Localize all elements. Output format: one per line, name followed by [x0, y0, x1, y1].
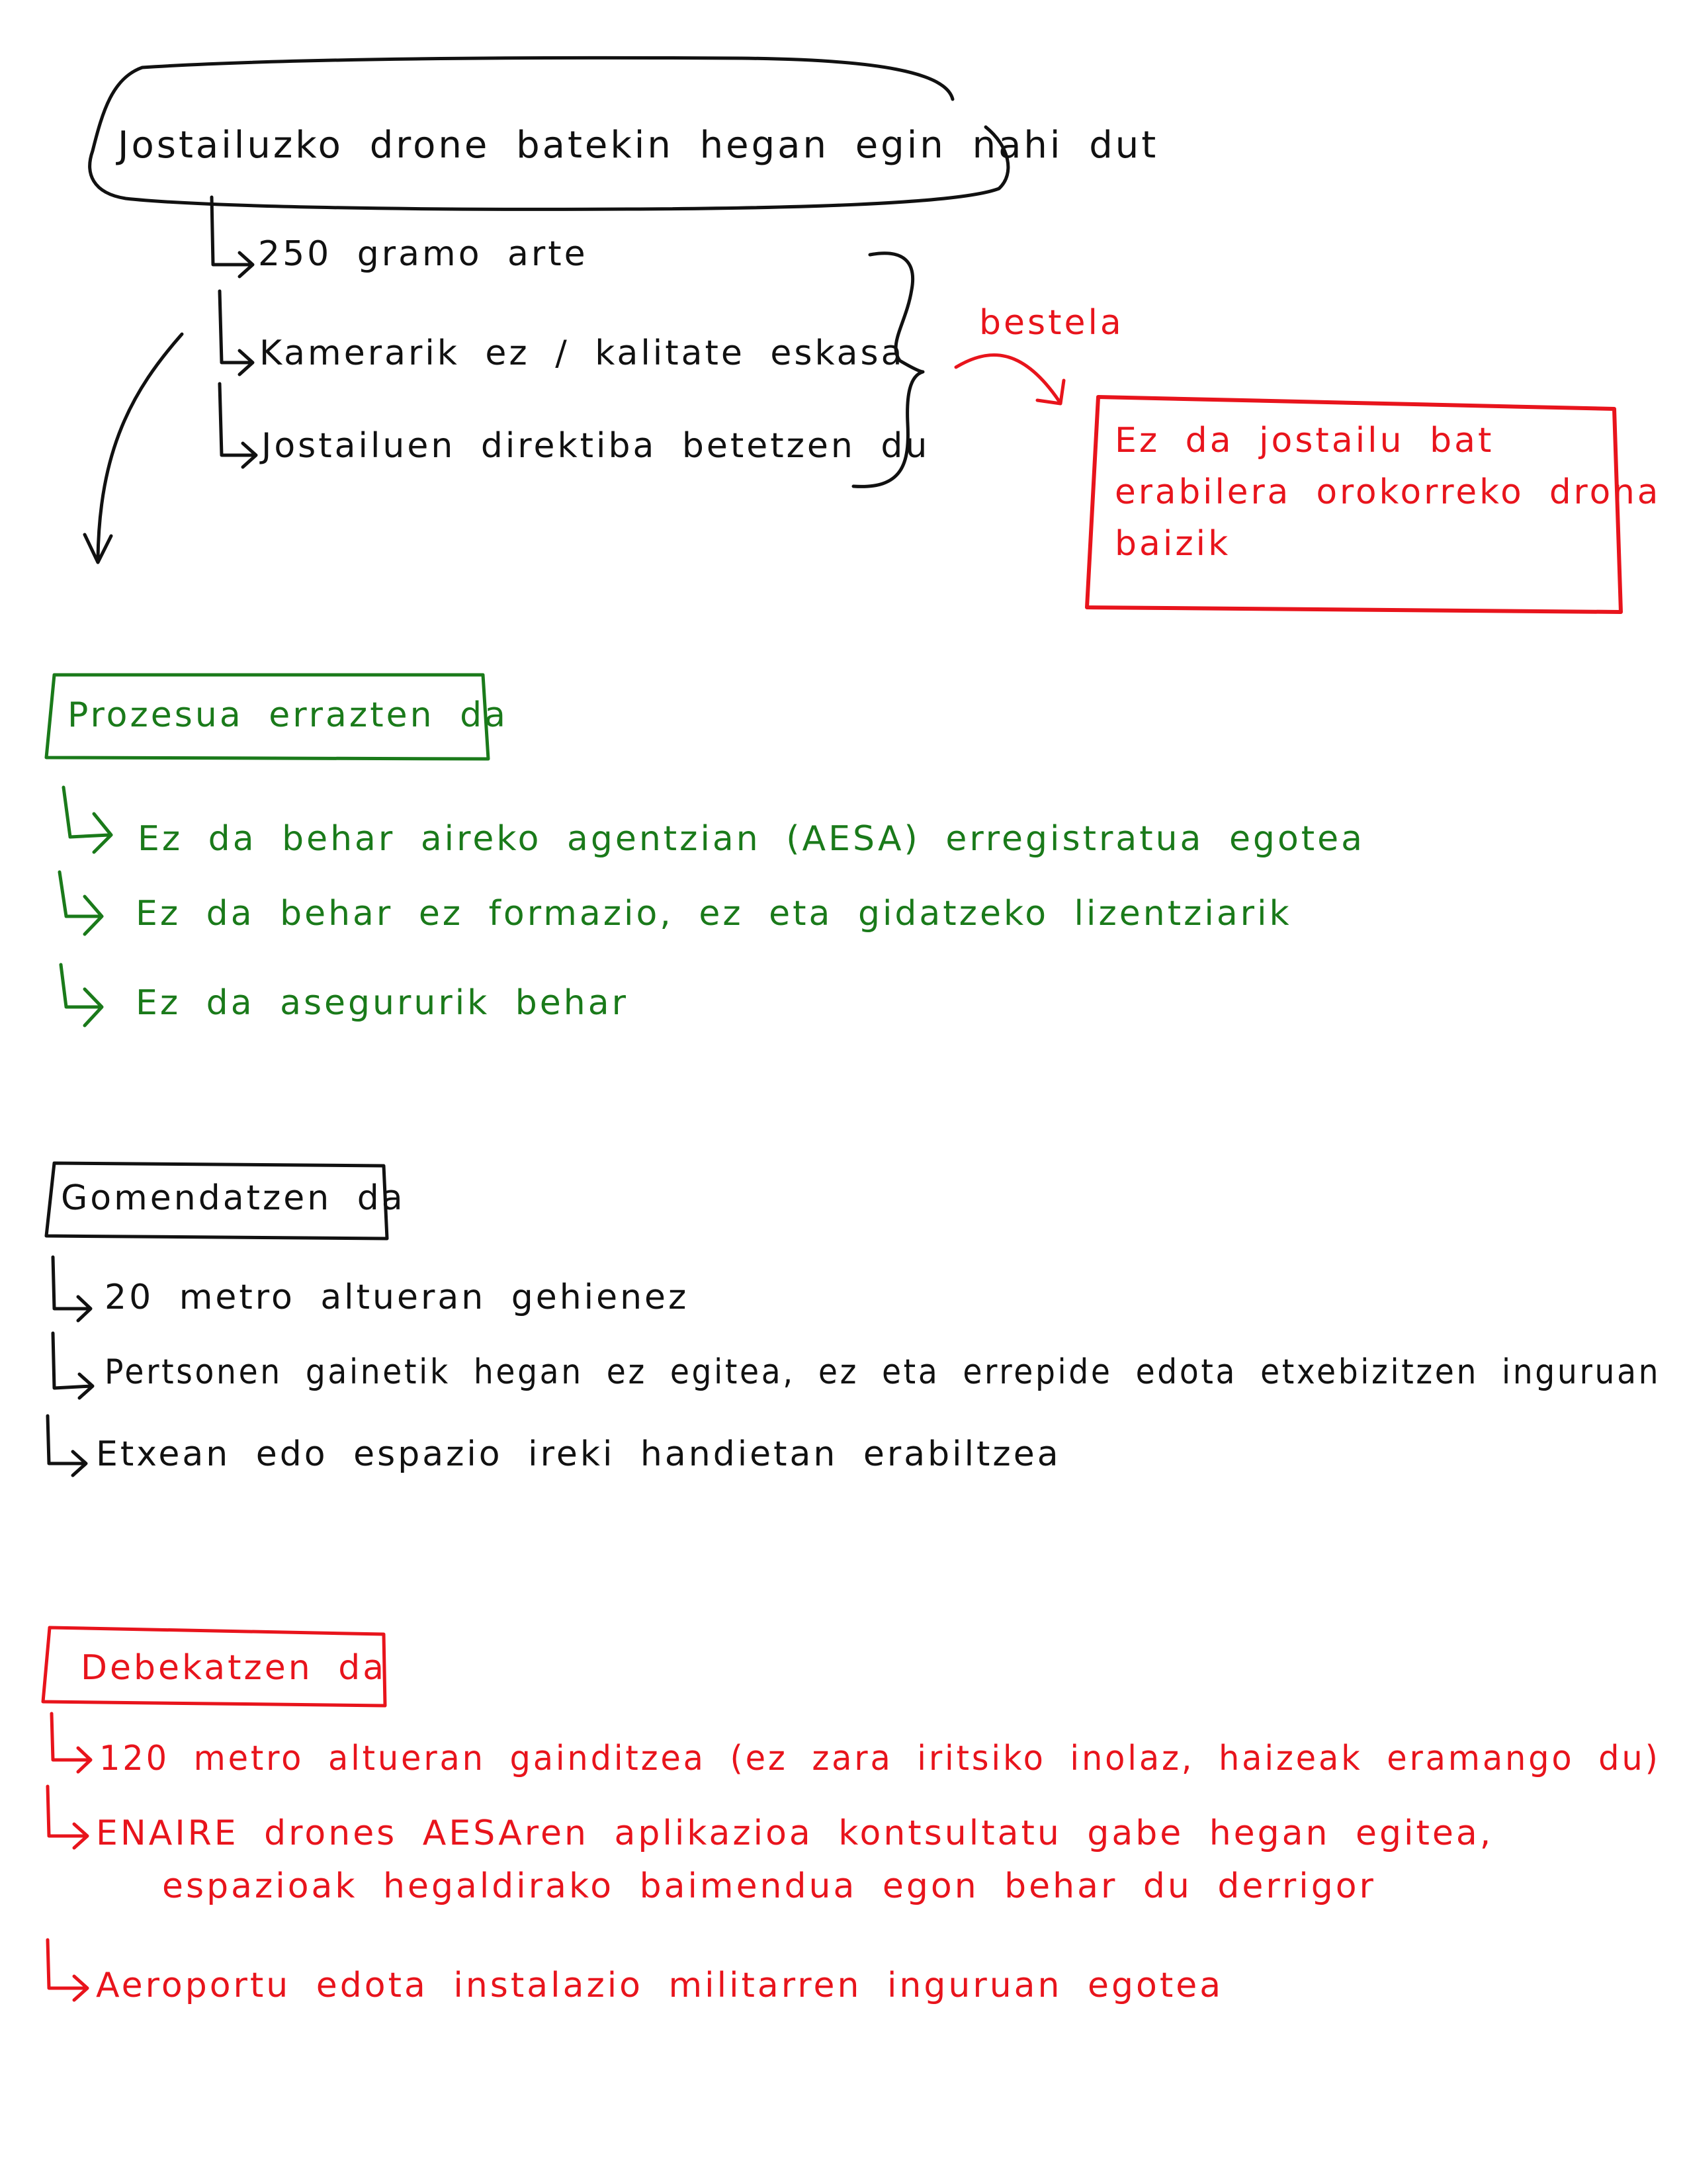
condition-arrow-1-icon — [212, 197, 253, 277]
condition-item: Jostailuen direktiba betetzen du — [261, 426, 930, 466]
recommended-heading: Gomendatzen da — [61, 1178, 406, 1218]
otherwise-line: baizik — [1115, 524, 1231, 564]
recommended-arrow-3-icon — [48, 1416, 86, 1475]
simplified-arrow-1-icon — [64, 787, 111, 852]
big-down-arrow-icon — [85, 334, 182, 562]
forbidden-item: 120 metro altueran gainditzea (ez zara iritsiko inolaz, haizeak eramango du) — [99, 1739, 1661, 1778]
otherwise-arrow-icon — [956, 355, 1064, 404]
recommended-item: Etxean edo espazio ireki handietan erabiltzea — [96, 1434, 1061, 1474]
recommended-arrow-2-icon — [53, 1333, 93, 1398]
recommended-arrow-1-icon — [53, 1257, 91, 1321]
forbidden-arrow-1-icon — [52, 1714, 91, 1772]
forbidden-item: ENAIRE drones AESAren aplikazioa kontsultatu gabe hegan egitea, — [96, 1813, 1494, 1853]
otherwise-line: Ez da jostailu bat — [1115, 421, 1494, 460]
simplified-arrow-3-icon — [61, 965, 102, 1026]
forbidden-item-continuation: espazioak hegaldirako baimendua egon behar du derrigor — [162, 1866, 1376, 1906]
forbidden-heading: Debekatzen da — [81, 1648, 387, 1688]
recommended-item: 20 metro altueran gehienez — [105, 1278, 689, 1317]
otherwise-line: erabilera orokorreko drona — [1115, 472, 1661, 512]
simplified-item: Ez da asegururik behar — [136, 983, 629, 1023]
simplified-item: Ez da behar aireko agentzian (AESA) erregistratua egotea — [138, 819, 1365, 859]
condition-item: 250 gramo arte — [258, 234, 588, 274]
simplified-item: Ez da behar ez formazio, ez eta gidatzeko lizentziarik — [136, 894, 1292, 934]
forbidden-item: Aeroportu edota instalazio militarren inguruan egotea — [96, 1966, 1224, 2005]
simplified-heading: Prozesua errazten da — [67, 695, 508, 735]
condition-arrow-3-icon — [220, 384, 256, 467]
forbidden-arrow-2-icon — [48, 1786, 87, 1848]
condition-item: Kamerarik ez / kalitate eskasa — [259, 333, 905, 373]
title: Jostailuzko drone batekin hegan egin nahi dut — [118, 124, 1159, 167]
otherwise-label: bestela — [979, 303, 1124, 343]
simplified-arrow-2-icon — [60, 872, 102, 934]
condition-arrow-2-icon — [220, 291, 253, 374]
forbidden-arrow-3-icon — [48, 1940, 87, 2000]
recommended-item: Pertsonen gainetik hegan ez egitea, ez eta errepide edota etxebizitzen inguruan — [105, 1352, 1661, 1392]
